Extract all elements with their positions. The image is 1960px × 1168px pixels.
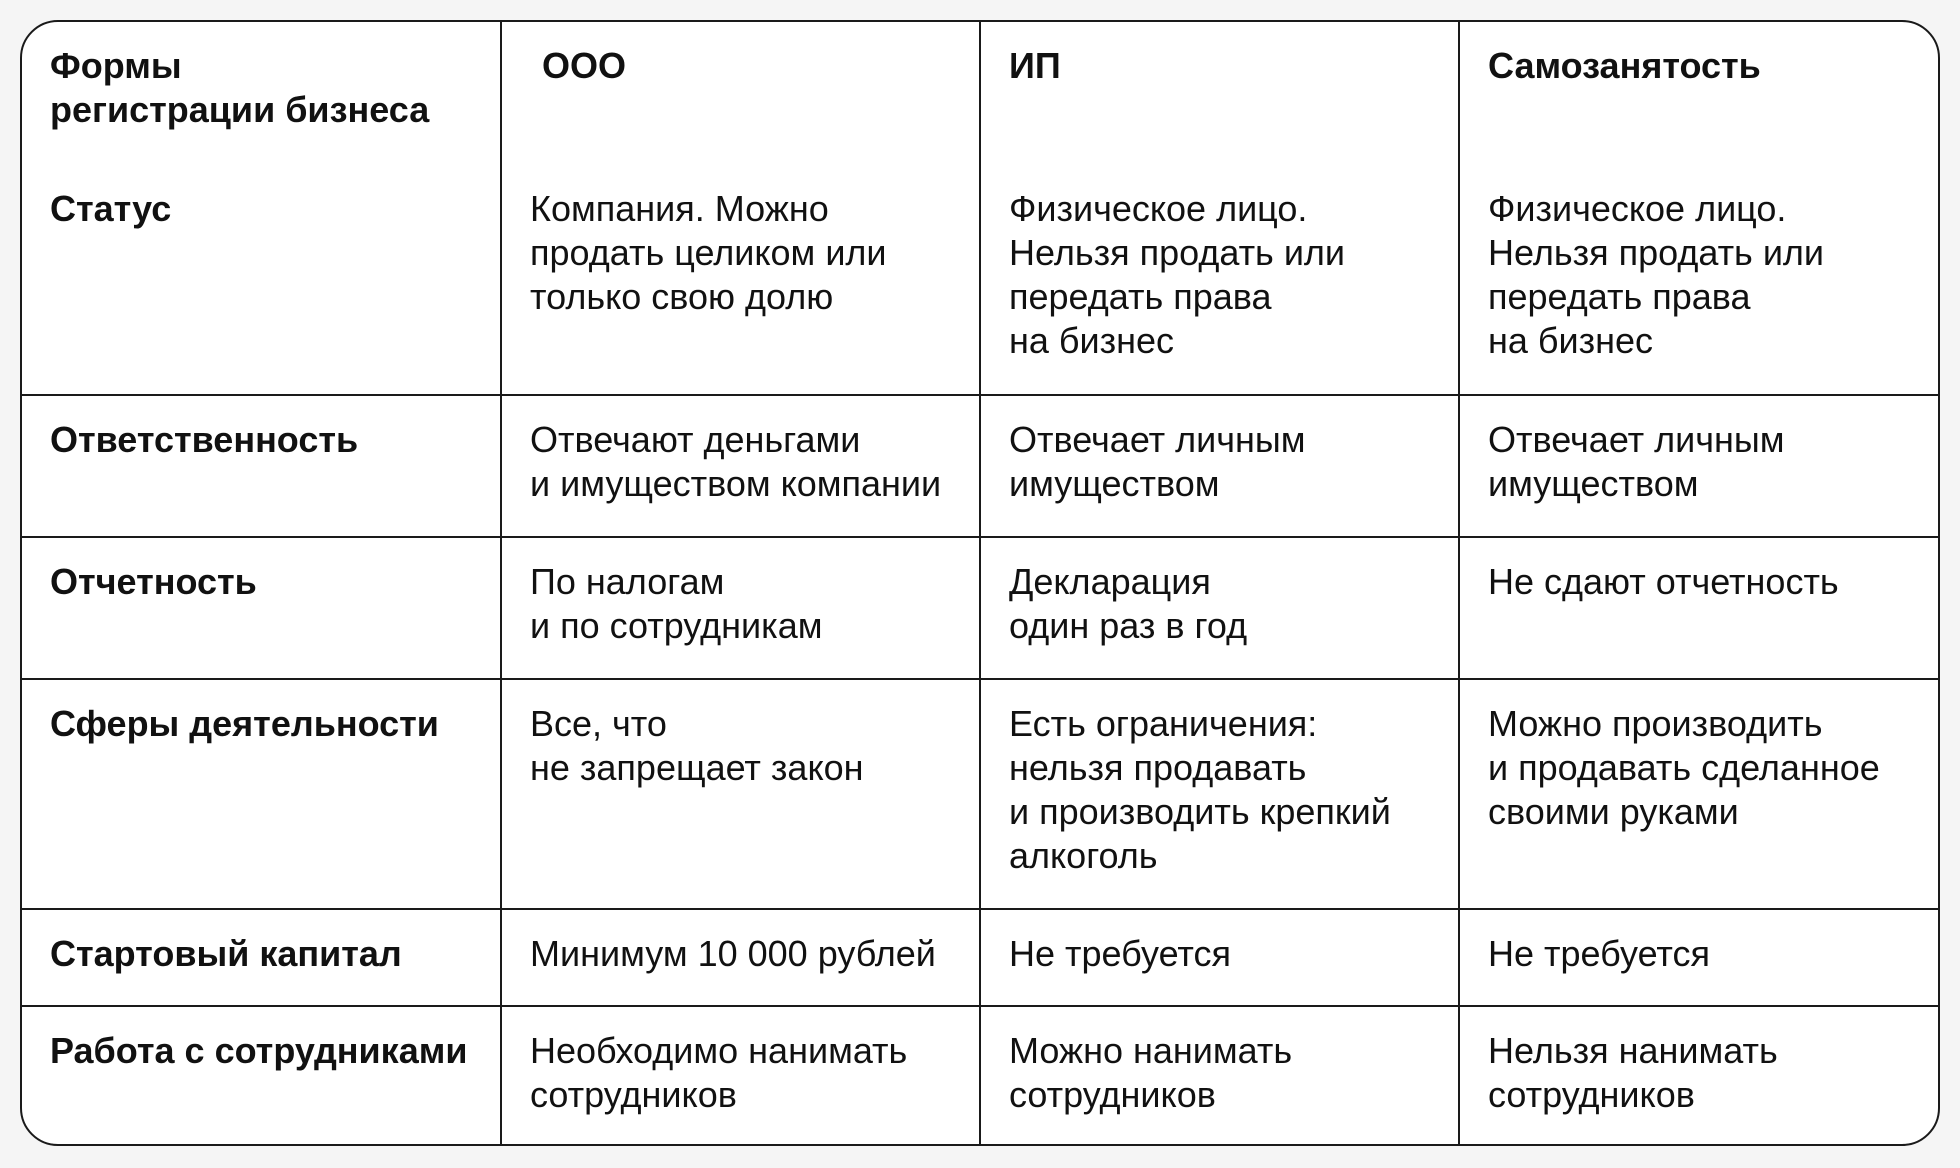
row-label: Ответственность	[22, 395, 501, 537]
header-self-employed: Самозанятость	[1459, 22, 1938, 165]
cell-ip: Есть ограничения: нельзя продавать и производить крепкий алкоголь	[980, 679, 1459, 909]
cell-ip: Декларация один раз в год	[980, 537, 1459, 679]
cell-ooo: Необходимо нанимать сотрудников	[501, 1006, 980, 1146]
header-ip: ИП	[980, 22, 1459, 165]
row-label: Стартовый капитал	[22, 909, 501, 1006]
table-row-responsibility	[22, 395, 1938, 537]
table-row-activity-areas	[22, 679, 1938, 909]
cell-self-employed: Нельзя нанимать сотрудников	[1459, 1006, 1938, 1146]
table-header-row	[22, 22, 1938, 165]
cell-ip: Не требуется	[980, 909, 1459, 1006]
cell-self-employed: Можно производить и продавать сделанное своими руками	[1459, 679, 1938, 909]
row-label: Статус	[22, 165, 501, 395]
cell-ooo: Минимум 10 000 рублей	[501, 909, 980, 1006]
cell-self-employed: Физическое лицо. Нельзя продать или передать права на бизнес	[1459, 165, 1938, 395]
cell-ooo: По налогам и по сотрудникам	[501, 537, 980, 679]
cell-ip: Можно нанимать сотрудников	[980, 1006, 1459, 1146]
cell-self-employed: Не сдают отчетность	[1459, 537, 1938, 679]
row-label: Сферы деятельности	[22, 679, 501, 909]
table-row-employees	[22, 1006, 1938, 1146]
comparison-table-container	[20, 20, 1940, 1146]
table-row-status	[22, 165, 1938, 395]
cell-self-employed: Не требуется	[1459, 909, 1938, 1006]
table-row-starting-capital	[22, 909, 1938, 1006]
row-label: Работа с сотрудниками	[22, 1006, 501, 1146]
cell-ip: Физическое лицо. Нельзя продать или передать права на бизнес	[980, 165, 1459, 395]
table-row-reporting	[22, 537, 1938, 679]
header-ooo: ООО	[501, 22, 980, 165]
cell-ooo: Компания. Можно продать целиком или только свою долю	[501, 165, 980, 395]
header-business-forms: Формы регистрации бизнеса	[22, 22, 501, 165]
cell-ooo: Все, что не запрещает закон	[501, 679, 980, 909]
cell-self-employed: Отвечает личным имуществом	[1459, 395, 1938, 537]
cell-ooo: Отвечают деньгами и имуществом компании	[501, 395, 980, 537]
row-label: Отчетность	[22, 537, 501, 679]
business-forms-comparison-table	[22, 22, 1938, 1146]
cell-ip: Отвечает личным имуществом	[980, 395, 1459, 537]
